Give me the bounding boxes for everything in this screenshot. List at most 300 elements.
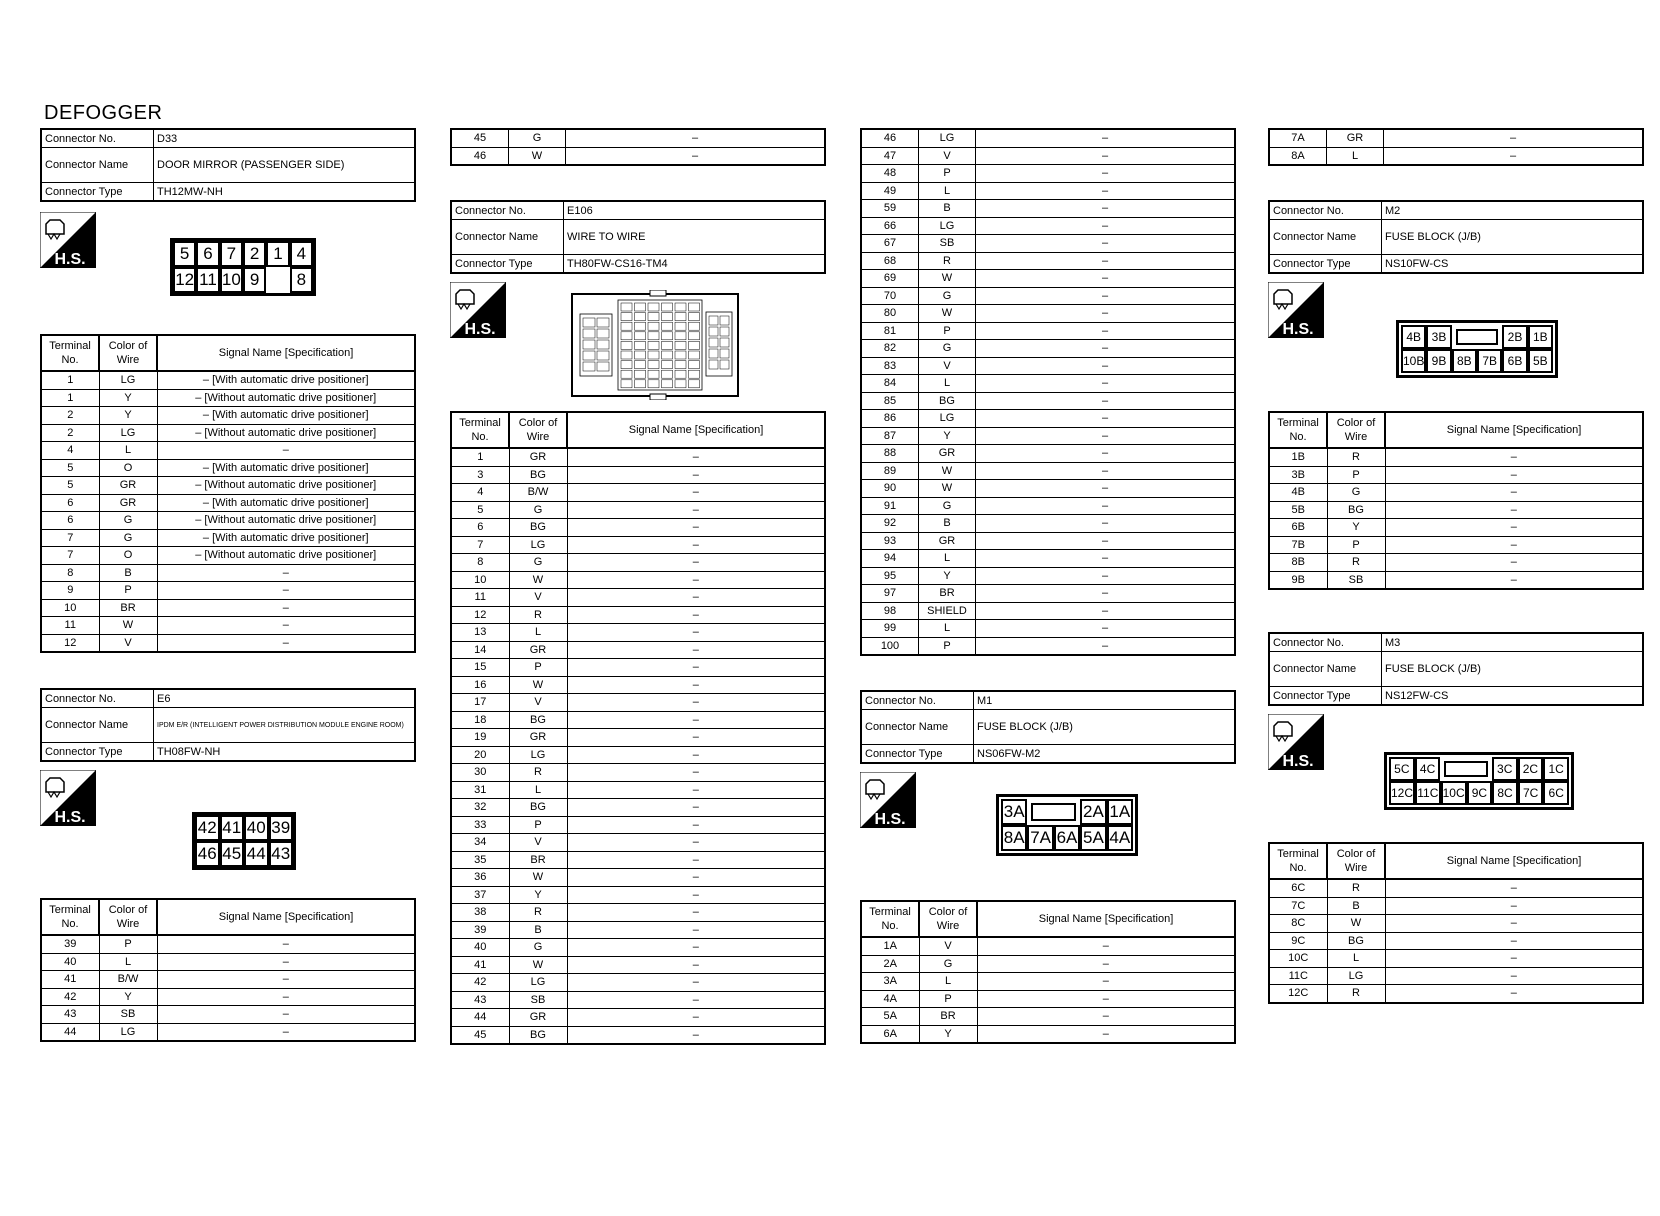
connector-pin-cell xyxy=(720,360,729,369)
terminal-no: 11 xyxy=(41,617,99,635)
wire-color: SB xyxy=(919,235,976,253)
e106-connector-name: WIRE TO WIRE xyxy=(564,220,826,255)
wire-color: W xyxy=(919,270,976,288)
table-row xyxy=(861,200,1235,218)
wire-color: B xyxy=(509,921,567,939)
connector-pin-cell xyxy=(621,341,632,349)
wire-color: GR xyxy=(509,729,567,747)
wire-color: BG xyxy=(509,519,567,537)
connector-pin-cell xyxy=(662,332,673,340)
e106-connector-face xyxy=(570,290,740,400)
connector-pin: 6B xyxy=(1502,349,1527,373)
signal-name: – xyxy=(567,816,825,834)
signal-name: – xyxy=(1385,536,1643,554)
terminal-no: 42 xyxy=(41,988,99,1006)
signal-name: – xyxy=(976,602,1236,620)
th-signal-name: Signal Name [Specification] xyxy=(1385,843,1643,879)
connector-pin-cell xyxy=(662,303,673,311)
table-row xyxy=(451,466,825,484)
terminal-no: 18 xyxy=(451,711,509,729)
connector-pin-cell xyxy=(720,338,729,347)
table-row xyxy=(861,129,1235,147)
connector-pin-cell xyxy=(597,362,609,371)
wire-color: R xyxy=(509,764,567,782)
wire-color: L xyxy=(99,442,157,460)
wire-color: G xyxy=(99,529,157,547)
wire-color: Y xyxy=(99,407,157,425)
terminal-no: 94 xyxy=(861,550,919,568)
wire-color: GR xyxy=(99,477,157,495)
wire-color: P xyxy=(99,935,157,953)
e6-connector-no: E6 xyxy=(154,689,416,708)
connector-pin: 1A xyxy=(1107,799,1133,825)
signal-name: – xyxy=(976,567,1236,585)
wire-color: W xyxy=(509,571,567,589)
terminal-no: 3B xyxy=(1269,466,1327,484)
wire-color: W xyxy=(509,147,566,165)
connector-pin-cell xyxy=(689,361,700,369)
terminal-no: 95 xyxy=(861,567,919,585)
connector-pin: 6 xyxy=(196,241,219,267)
table-row xyxy=(41,477,415,495)
table-row xyxy=(861,567,1235,585)
table-row xyxy=(861,182,1235,200)
terminal-no: 8A xyxy=(1269,147,1327,165)
connector-pin-cell xyxy=(689,351,700,359)
signal-name: – xyxy=(567,991,825,1009)
table-row xyxy=(861,990,1235,1008)
m1-connector-type: NS06FW-M2 xyxy=(974,745,1236,764)
wire-color: L xyxy=(919,182,976,200)
table-row xyxy=(861,585,1235,603)
connector-pin-cell xyxy=(583,318,595,327)
wire-color: W xyxy=(99,617,157,635)
connector-pin-cell xyxy=(648,380,659,388)
th-color-of-wire: Color of Wire xyxy=(1327,412,1385,448)
signal-name: – xyxy=(567,729,825,747)
terminal-no: 6 xyxy=(451,519,509,537)
terminal-no: 6A xyxy=(861,1025,919,1043)
th-terminal-no: Terminal No. xyxy=(41,335,99,371)
m2-connector-type: NS10FW-CS xyxy=(1382,255,1644,274)
connector-pin: 8A xyxy=(1001,825,1027,851)
table-row xyxy=(861,217,1235,235)
connector-pin-cell xyxy=(635,370,646,378)
signal-name: – xyxy=(976,129,1236,147)
connector-pin: 7A xyxy=(1027,825,1053,851)
table-row xyxy=(861,973,1235,991)
table-row xyxy=(41,1023,415,1041)
signal-name: – xyxy=(977,990,1235,1008)
signal-name: – xyxy=(976,637,1236,655)
signal-name: – xyxy=(1385,985,1643,1003)
connector-pin: 4 xyxy=(290,241,313,267)
table-row xyxy=(861,1025,1235,1043)
wire-color: L xyxy=(919,620,976,638)
wire-color: Y xyxy=(509,886,567,904)
connector-pin-cell xyxy=(635,313,646,321)
wire-color: B xyxy=(919,200,976,218)
signal-name: – xyxy=(567,484,825,502)
terminal-no: 3 xyxy=(451,466,509,484)
terminal-no: 2 xyxy=(41,424,99,442)
table-row xyxy=(861,305,1235,323)
table-row xyxy=(41,424,415,442)
connector-key xyxy=(1031,803,1076,821)
table-row xyxy=(861,515,1235,533)
terminal-no: 15 xyxy=(451,659,509,677)
signal-name: – xyxy=(567,536,825,554)
terminal-no: 6 xyxy=(41,494,99,512)
m2-connector-name: FUSE BLOCK (J/B) xyxy=(1382,220,1644,255)
connector-pin-cell xyxy=(621,370,632,378)
connector-pin-cell xyxy=(709,360,718,369)
e6-connector-name: IPDM E/R (INTELLIGENT POWER DISTRIBUTION MODULE ENGINE ROOM) xyxy=(154,708,416,743)
wire-color: BG xyxy=(509,1026,567,1044)
connector-pin-cell xyxy=(662,370,673,378)
label-connector-no: Connector No. xyxy=(861,691,974,710)
wire-color: L xyxy=(919,550,976,568)
signal-name: – xyxy=(976,445,1236,463)
signal-name: – xyxy=(157,617,415,635)
connector-pin: 11C xyxy=(1415,781,1441,805)
connector-pin-cell xyxy=(675,341,686,349)
connector-pin: 3B xyxy=(1426,325,1451,349)
connector-pin-cell xyxy=(675,361,686,369)
connector-pin-cell xyxy=(689,370,700,378)
connector-pin-cell xyxy=(662,341,673,349)
wire-color: BR xyxy=(99,599,157,617)
e6-info-table xyxy=(40,688,416,762)
terminal-no: 1 xyxy=(41,371,99,389)
e6-diagram-area xyxy=(40,762,416,898)
wire-color: L xyxy=(99,953,157,971)
connector-pin: 5C xyxy=(1389,757,1415,781)
wire-color: GR xyxy=(919,445,976,463)
m1-connector-no: M1 xyxy=(974,691,1236,710)
e106-connector-type: TH80FW-CS16-TM4 xyxy=(564,255,826,274)
wire-color: GR xyxy=(509,1009,567,1027)
m1-connector-name: FUSE BLOCK (J/B) xyxy=(974,710,1236,745)
connector-pin: 1C xyxy=(1543,757,1569,781)
wire-color: P xyxy=(919,637,976,655)
connector-pin-cell xyxy=(709,316,718,325)
signal-name: – xyxy=(157,442,415,460)
signal-name: – xyxy=(567,711,825,729)
terminal-no: 6 xyxy=(41,512,99,530)
wire-color: G xyxy=(509,939,567,957)
table-row xyxy=(451,974,825,992)
connector-pin: 9C xyxy=(1467,781,1493,805)
table-row xyxy=(451,1026,825,1044)
signal-name: – xyxy=(567,624,825,642)
column-3 xyxy=(860,128,1236,1044)
signal-name: – xyxy=(567,781,825,799)
signal-name: – xyxy=(1385,897,1643,915)
table-row xyxy=(1269,501,1643,519)
table-row xyxy=(451,606,825,624)
table-row xyxy=(1269,985,1643,1003)
terminal-no: 5B xyxy=(1269,501,1327,519)
wire-color: W xyxy=(1327,915,1385,933)
table-row xyxy=(41,442,415,460)
table-row xyxy=(451,694,825,712)
table-row xyxy=(451,991,825,1009)
th-signal-name: Signal Name [Specification] xyxy=(567,412,825,448)
connector-pin: 1 xyxy=(266,241,289,267)
signal-name: – xyxy=(976,165,1236,183)
wire-color: P xyxy=(99,582,157,600)
terminal-no: 10C xyxy=(1269,950,1327,968)
wire-color: LG xyxy=(919,129,976,147)
terminal-no: 38 xyxy=(451,904,509,922)
signal-name: – xyxy=(976,532,1236,550)
table-row xyxy=(861,937,1235,955)
th-color-of-wire: Color of Wire xyxy=(99,335,157,371)
connector-pin: 7C xyxy=(1518,781,1544,805)
m1-diagram-area xyxy=(860,764,1236,900)
table-row xyxy=(451,589,825,607)
terminal-no: 7 xyxy=(451,536,509,554)
wire-color: V xyxy=(919,937,977,955)
terminal-no: 39 xyxy=(41,935,99,953)
connector-pin: 11 xyxy=(196,267,219,293)
connector-pin-cell xyxy=(662,361,673,369)
wire-color: G xyxy=(919,287,976,305)
connector-pin-cell xyxy=(621,380,632,388)
terminal-no: 8B xyxy=(1269,554,1327,572)
m1-info-table xyxy=(860,690,1236,764)
hs-label: H.S. xyxy=(54,251,86,268)
terminal-no: 49 xyxy=(861,182,919,200)
column-2 xyxy=(450,128,826,1045)
connector-pin-cell xyxy=(689,313,700,321)
connector-pin-cell xyxy=(689,332,700,340)
terminal-no: 48 xyxy=(861,165,919,183)
table-row xyxy=(861,1008,1235,1026)
signal-name: – xyxy=(977,1008,1235,1026)
connector-pin: 6A xyxy=(1054,825,1080,851)
signal-name: – xyxy=(567,448,825,466)
wire-color: BG xyxy=(919,392,976,410)
page-title: DEFOGGER xyxy=(44,102,163,124)
connector-pin-cell xyxy=(583,362,595,371)
m3-connector-face xyxy=(1384,752,1574,810)
e6-connector-type: TH08FW-NH xyxy=(154,743,416,762)
terminal-no: 80 xyxy=(861,305,919,323)
connector-pin-cell xyxy=(689,380,700,388)
terminal-no: 5 xyxy=(41,477,99,495)
terminal-no: 40 xyxy=(41,953,99,971)
connector-pin: 9B xyxy=(1426,349,1451,373)
signal-name: – xyxy=(567,851,825,869)
connector-pin-cell xyxy=(648,341,659,349)
signal-name: – xyxy=(976,497,1236,515)
hs-label: H.S. xyxy=(1282,321,1314,338)
e6-cont-table xyxy=(450,128,826,166)
terminal-no: 2 xyxy=(41,407,99,425)
signal-name: – xyxy=(567,694,825,712)
table-row xyxy=(861,147,1235,165)
terminal-no: 8 xyxy=(451,554,509,572)
m3-connector-type: NS12FW-CS xyxy=(1382,687,1644,706)
connector-pin-cell xyxy=(689,341,700,349)
m2-info-table xyxy=(1268,200,1644,274)
d33-info-table xyxy=(40,128,416,202)
terminal-no: 34 xyxy=(451,834,509,852)
table-row xyxy=(41,953,415,971)
hs-icon xyxy=(40,770,96,826)
table-row xyxy=(451,764,825,782)
table-row xyxy=(451,659,825,677)
terminal-no: 33 xyxy=(451,816,509,834)
wire-color: B/W xyxy=(509,484,567,502)
connector-pin-cell xyxy=(648,332,659,340)
table-row xyxy=(41,389,415,407)
wire-color: R xyxy=(919,252,976,270)
terminal-no: 5 xyxy=(451,501,509,519)
label-connector-no: Connector No. xyxy=(1269,633,1382,652)
table-row xyxy=(861,602,1235,620)
connector-gap xyxy=(266,267,289,293)
table-row xyxy=(861,620,1235,638)
d33-terminal-table xyxy=(40,334,416,653)
connector-pin-cell xyxy=(709,349,718,358)
signal-name: – xyxy=(976,585,1236,603)
m2-connector-face xyxy=(1396,320,1558,378)
wire-color: P xyxy=(509,816,567,834)
connector-pin-cell xyxy=(621,351,632,359)
wire-color: W xyxy=(509,869,567,887)
wire-color: SB xyxy=(99,1006,157,1024)
table-row xyxy=(451,869,825,887)
connector-pin: 9 xyxy=(243,267,266,293)
connector-pin-cell xyxy=(597,329,609,338)
terminal-no: 85 xyxy=(861,392,919,410)
signal-name: – xyxy=(976,200,1236,218)
terminal-no: 43 xyxy=(451,991,509,1009)
table-row xyxy=(451,676,825,694)
wire-color: G xyxy=(1327,484,1385,502)
signal-name: – xyxy=(976,427,1236,445)
connector-pin: 7B xyxy=(1477,349,1502,373)
wire-color: R xyxy=(1327,985,1385,1003)
wire-color: LG xyxy=(919,217,976,235)
table-row xyxy=(1269,932,1643,950)
connector-pin: 3A xyxy=(1001,799,1027,825)
table-row xyxy=(861,480,1235,498)
signal-name: – xyxy=(567,956,825,974)
table-row xyxy=(451,904,825,922)
hs-label: H.S. xyxy=(874,811,906,828)
table-row xyxy=(451,799,825,817)
connector-pin-cell xyxy=(597,351,609,360)
table-row xyxy=(451,851,825,869)
terminal-no: 93 xyxy=(861,532,919,550)
wire-color: B xyxy=(99,564,157,582)
connector-pin: 12 xyxy=(173,267,196,293)
signal-name: – xyxy=(567,606,825,624)
e106-diagram-area xyxy=(450,274,826,411)
terminal-no: 7A xyxy=(1269,129,1327,147)
table-row xyxy=(41,935,415,953)
table-row xyxy=(861,427,1235,445)
wire-color: L xyxy=(1327,950,1385,968)
wire-color: BR xyxy=(509,851,567,869)
label-connector-type: Connector Type xyxy=(1269,687,1382,706)
wire-color: O xyxy=(99,459,157,477)
signal-name: – xyxy=(976,217,1236,235)
signal-name: – xyxy=(567,1026,825,1044)
hs-label: H.S. xyxy=(54,809,86,826)
terminal-no: 44 xyxy=(41,1023,99,1041)
table-row xyxy=(1269,950,1643,968)
signal-name: – xyxy=(976,235,1236,253)
connector-pin-cell xyxy=(662,313,673,321)
table-row xyxy=(451,921,825,939)
wire-color: GR xyxy=(919,532,976,550)
connector-pin: 10C xyxy=(1441,781,1467,805)
table-row xyxy=(41,512,415,530)
terminal-no: 84 xyxy=(861,375,919,393)
terminal-no: 44 xyxy=(451,1009,509,1027)
terminal-no: 7B xyxy=(1269,536,1327,554)
connector-pin-cell xyxy=(662,351,673,359)
label-connector-name: Connector Name xyxy=(861,710,974,745)
signal-name: – xyxy=(1385,448,1643,466)
signal-name: – xyxy=(157,564,415,582)
table-row xyxy=(41,547,415,565)
table-row xyxy=(451,746,825,764)
table-row xyxy=(451,641,825,659)
signal-name: – xyxy=(567,834,825,852)
th-terminal-no: Terminal No. xyxy=(1269,843,1327,879)
signal-name: – xyxy=(567,869,825,887)
terminal-no: 9C xyxy=(1269,932,1327,950)
wire-color: R xyxy=(1327,879,1385,897)
signal-name: – xyxy=(157,935,415,953)
connector-pin: 8 xyxy=(290,267,313,293)
label-connector-name: Connector Name xyxy=(41,148,154,183)
terminal-no: 42 xyxy=(451,974,509,992)
table-row xyxy=(861,340,1235,358)
signal-name: – xyxy=(157,1006,415,1024)
m3-connector-no: M3 xyxy=(1382,633,1644,652)
signal-name: – xyxy=(977,955,1235,973)
connector-pin: 4A xyxy=(1107,825,1133,851)
signal-name: – xyxy=(977,1025,1235,1043)
wire-color: W xyxy=(919,305,976,323)
signal-name: – xyxy=(976,182,1236,200)
table-row xyxy=(1269,147,1643,165)
table-row xyxy=(861,165,1235,183)
wire-color: Y xyxy=(919,1025,977,1043)
table-row xyxy=(451,147,825,165)
d33-connector-no: D33 xyxy=(154,129,416,148)
connector-pin-cell xyxy=(689,322,700,330)
th-signal-name: Signal Name [Specification] xyxy=(157,335,415,371)
signal-name: – xyxy=(976,357,1236,375)
connector-pin-cell xyxy=(720,349,729,358)
table-row xyxy=(861,252,1235,270)
wire-color: G xyxy=(919,340,976,358)
e106-terminal-table xyxy=(450,411,826,1045)
table-row xyxy=(451,448,825,466)
table-row xyxy=(861,287,1235,305)
terminal-no: 19 xyxy=(451,729,509,747)
terminal-no: 87 xyxy=(861,427,919,445)
signal-name: – xyxy=(567,939,825,957)
